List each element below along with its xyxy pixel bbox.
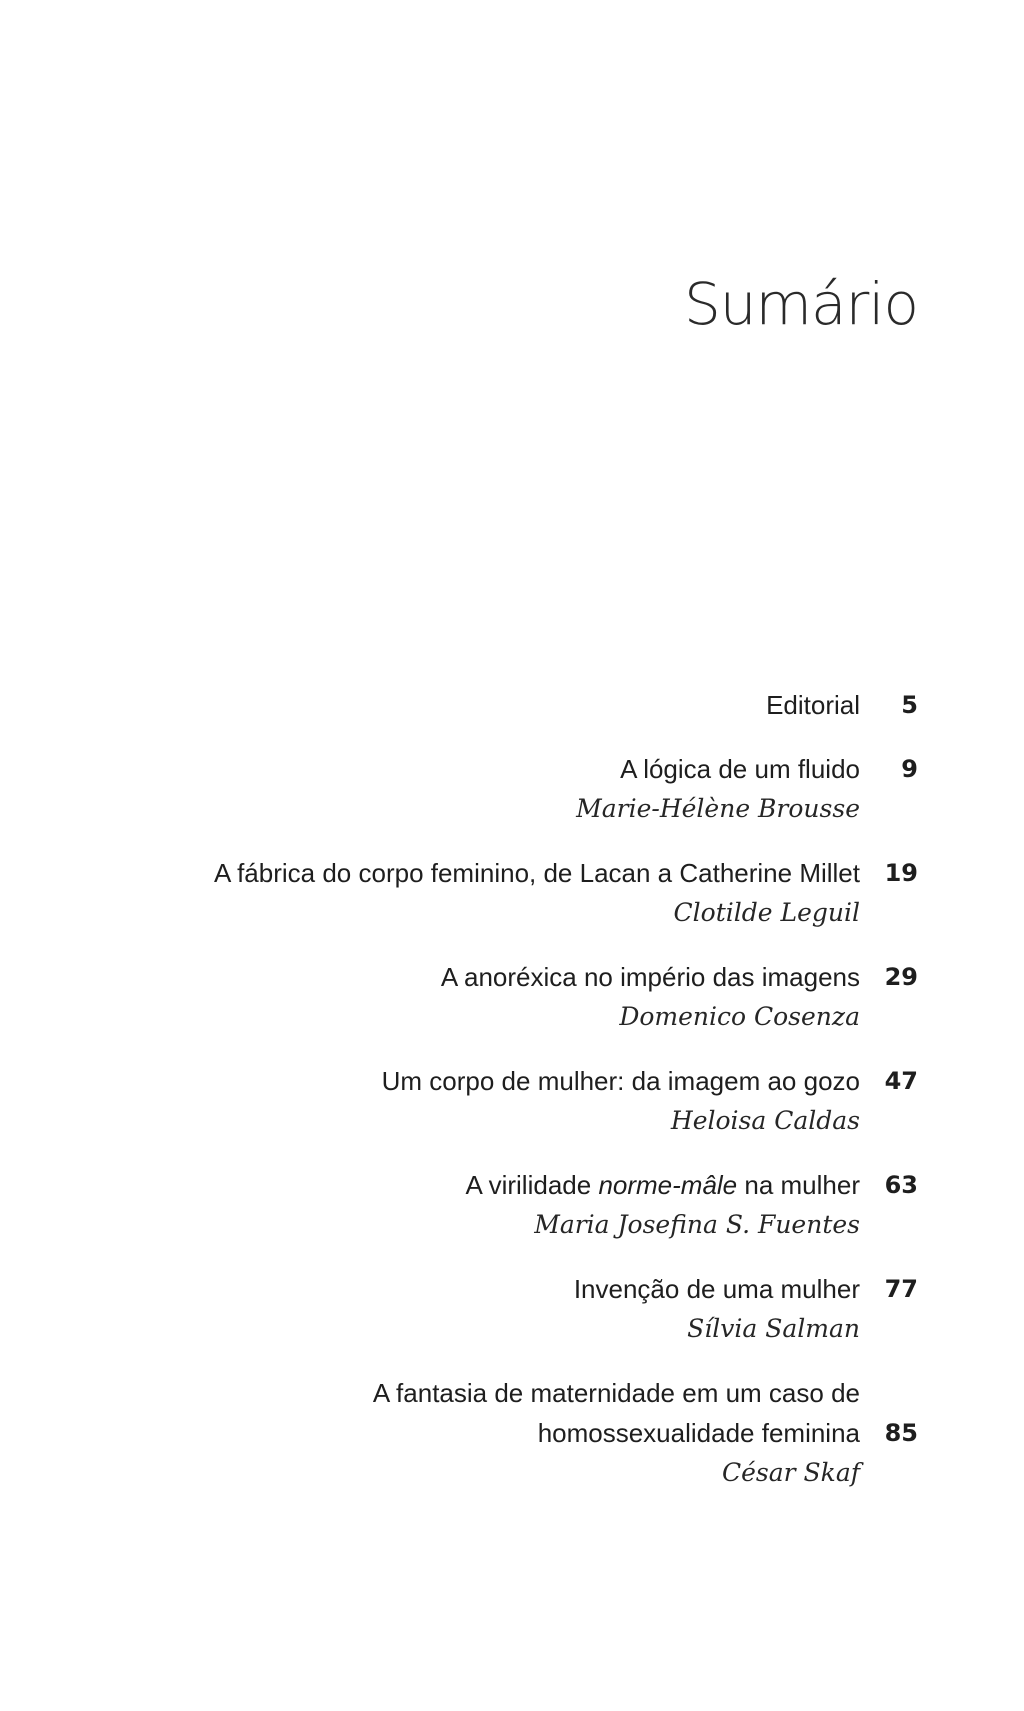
- entry-page-number: 29: [884, 963, 918, 991]
- toc-entry: [0, 1061, 1024, 1141]
- entry-author: Clotilde Leguil: [673, 898, 860, 927]
- entry-author: Sílvia Salman: [687, 1314, 860, 1343]
- entry-title-line-1: A fantasia de maternidade em um caso de: [372, 1378, 860, 1408]
- entry-author: César Skaf: [722, 1458, 860, 1487]
- entry-title: Invenção de uma mulher: [573, 1274, 860, 1304]
- toc-entry-editorial: [0, 685, 1024, 725]
- toc-entry: [0, 957, 1024, 1037]
- entry-author: Marie-Hélène Brousse: [576, 794, 860, 823]
- toc-entry: [0, 749, 1024, 829]
- entry-author: Domenico Cosenza: [619, 1002, 860, 1031]
- toc-entry: [0, 1373, 1024, 1493]
- toc-entry: [0, 1269, 1024, 1349]
- entry-title: A lógica de um fluido: [620, 754, 860, 784]
- entry-author: Heloisa Caldas: [670, 1106, 860, 1135]
- entry-page-number: 5: [901, 691, 918, 719]
- entry-title: Um corpo de mulher: da imagem ao gozo: [381, 1066, 860, 1096]
- entry-author: Maria Josefina S. Fuentes: [534, 1210, 860, 1239]
- entry-page-number: 63: [884, 1171, 918, 1199]
- entry-page-number: 9: [901, 755, 918, 783]
- entry-title-italic: norme-mâle: [598, 1170, 738, 1200]
- entry-page-number: 47: [884, 1067, 918, 1095]
- page-title: Sumário: [683, 270, 918, 338]
- entry-title: A fábrica do corpo feminino, de Lacan a Catherine Millet: [213, 858, 860, 888]
- entry-title: A anoréxica no império das imagens: [440, 962, 860, 992]
- entry-title: Editorial: [766, 690, 860, 720]
- toc-entry: [0, 1165, 1024, 1245]
- entry-title-text: na mulher: [737, 1170, 860, 1200]
- entry-title-line-2: homossexualidade feminina: [537, 1418, 860, 1448]
- entry-page-number: 19: [884, 859, 918, 887]
- table-of-contents: [0, 685, 1024, 1517]
- toc-entry: [0, 853, 1024, 933]
- entry-page-number: 85: [884, 1419, 918, 1447]
- entry-page-number: 77: [884, 1275, 918, 1303]
- entry-title-text: A virilidade: [465, 1170, 599, 1200]
- entry-title: [0, 1165, 1024, 1205]
